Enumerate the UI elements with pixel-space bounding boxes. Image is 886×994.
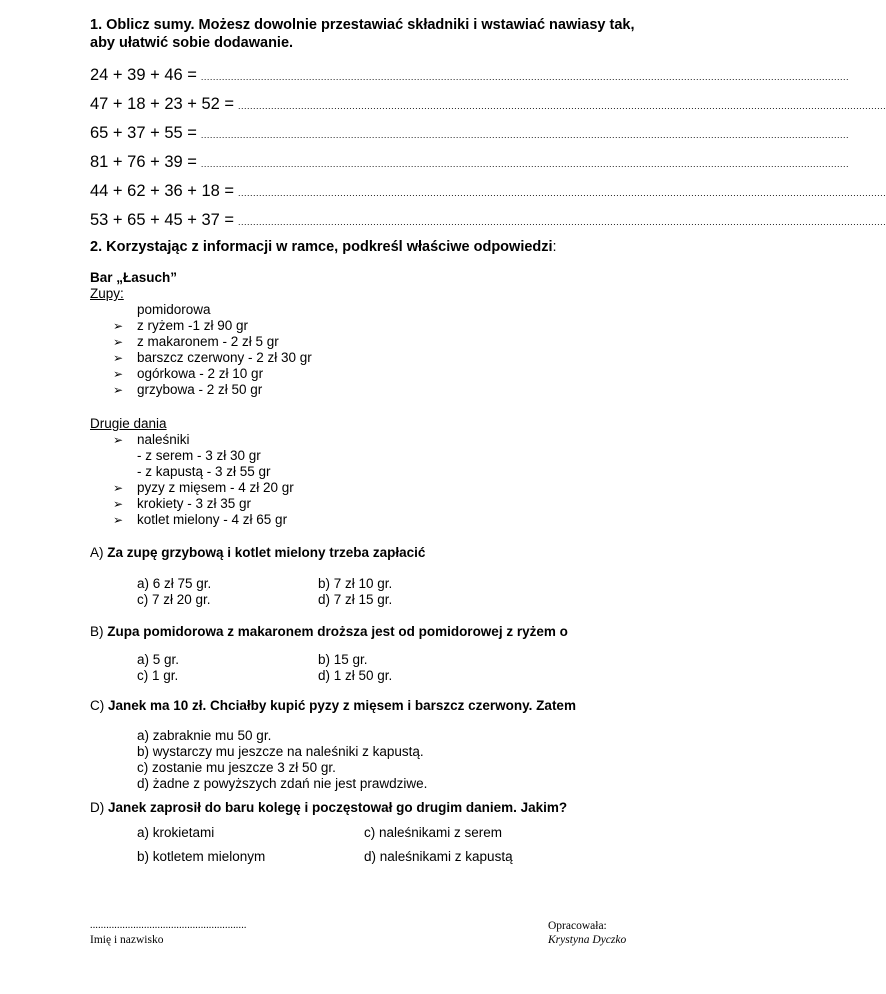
- bar-name: Bar „Łasuch”: [90, 270, 178, 285]
- arrow-bullet-icon: ➢: [113, 335, 124, 349]
- soup-item: pomidorowa: [137, 302, 211, 317]
- soups-label: Zupy:: [90, 286, 124, 301]
- arrow-bullet-icon: ➢: [113, 367, 124, 381]
- equation-row: [90, 152, 849, 174]
- equation-text: 53 + 65 + 45 + 37 =: [90, 211, 235, 229]
- equation-text: 47 + 18 + 23 + 52 =: [90, 95, 235, 113]
- equation-row: [90, 181, 886, 203]
- arrow-bullet-icon: ➢: [113, 319, 124, 333]
- soup-item: z makaronem - 2 zł 5 gr: [137, 334, 279, 349]
- arrow-bullet-icon: ➢: [113, 351, 124, 365]
- question-c-prefix: C): [90, 698, 108, 713]
- answer-b-d[interactable]: d) 1 zł 50 gr.: [318, 668, 393, 683]
- answer-a-a[interactable]: a) 6 zł 75 gr.: [137, 576, 212, 591]
- question-a: [90, 545, 425, 561]
- equation-row: [90, 94, 886, 116]
- question-d: [90, 800, 567, 816]
- question-b: [90, 624, 568, 640]
- answer-b-a[interactable]: a) 5 gr.: [137, 652, 180, 667]
- arrow-bullet-icon: ➢: [113, 513, 124, 527]
- name-label: Imię i nazwisko: [90, 934, 164, 946]
- answer-c-c[interactable]: c) zostanie mu jeszcze 3 zł 50 gr.: [137, 760, 336, 775]
- question-c-text: Janek ma 10 zł. Chciałby kupić pyzy z mięsem i barszcz czerwony. Zatem: [108, 698, 576, 713]
- main-item-croquettes: krokiety - 3 zł 35 gr: [137, 496, 252, 511]
- soup-item: grzybowa - 2 zł 50 gr: [137, 382, 263, 397]
- answer-a-b[interactable]: b) 7 zł 10 gr.: [318, 576, 393, 591]
- answer-d-b[interactable]: b) kotletem mielonym: [137, 849, 266, 864]
- task1-heading-line2: aby ułatwić sobie dodawanie.: [90, 35, 294, 51]
- main-item-pancakes-cabbage: - z kapustą - 3 zł 55 gr: [137, 464, 271, 479]
- answer-dots[interactable]: ........................................................................................................................................................................................................................: [200, 159, 849, 169]
- question-d-prefix: D): [90, 800, 108, 815]
- answer-b-c[interactable]: c) 1 gr.: [137, 668, 179, 683]
- name-dots[interactable]: ..........................................................: [90, 920, 247, 931]
- equation-text: 65 + 37 + 55 =: [90, 124, 197, 142]
- soup-item: barszcz czerwony - 2 zł 30 gr: [137, 350, 312, 365]
- question-b-text: Zupa pomidorowa z makaronem droższa jest od pomidorowej z ryżem o: [107, 624, 568, 639]
- task2-heading-text: 2. Korzystając z informacji w ramce, podkreśl właściwe odpowiedzi: [90, 239, 553, 255]
- answer-a-d[interactable]: d) 7 zł 15 gr.: [318, 592, 393, 607]
- main-item-pancakes-cheese: - z serem - 3 zł 30 gr: [137, 448, 261, 463]
- soup-item: z ryżem -1 zł 90 gr: [137, 318, 249, 333]
- arrow-bullet-icon: ➢: [113, 481, 124, 495]
- question-b-prefix: B): [90, 624, 108, 639]
- question-d-text: Janek zaprosił do baru kolegę i poczęstował go drugim daniem. Jakim?: [108, 800, 568, 815]
- answer-dots[interactable]: ........................................................................................................................................................................................................................: [200, 72, 849, 82]
- task2-heading: [90, 238, 557, 256]
- equation-row: [90, 65, 849, 87]
- task1-heading-line1: 1. Oblicz sumy. Możesz dowolnie przestawiać składniki i wstawiać nawiasy tak,: [90, 17, 635, 33]
- prepared-by-label: Opracowała:: [548, 920, 607, 932]
- answer-a-c[interactable]: c) 7 zł 20 gr.: [137, 592, 211, 607]
- equation-row: [90, 123, 849, 145]
- soup-item: ogórkowa - 2 zł 10 gr: [137, 366, 264, 381]
- equation-text: 24 + 39 + 46 =: [90, 66, 197, 84]
- main-item-pyzy: pyzy z mięsem - 4 zł 20 gr: [137, 480, 294, 495]
- answer-d-d[interactable]: d) naleśnikami z kapustą: [364, 849, 513, 864]
- author-name: Krystyna Dyczko: [548, 934, 627, 946]
- answer-c-d[interactable]: d) żadne z powyższych zdań nie jest prawdziwe.: [137, 776, 428, 791]
- answer-d-a[interactable]: a) krokietami: [137, 825, 215, 840]
- equation-text: 81 + 76 + 39 =: [90, 153, 197, 171]
- equation-row: [90, 210, 886, 232]
- answer-d-c[interactable]: c) naleśnikami z serem: [364, 825, 503, 840]
- main-item-pancakes: naleśniki: [137, 432, 190, 447]
- answer-c-a[interactable]: a) zabraknie mu 50 gr.: [137, 728, 272, 743]
- question-c: [90, 698, 576, 714]
- answer-dots[interactable]: ........................................................................................................................................................................................................................: [238, 217, 886, 227]
- answer-dots[interactable]: ........................................................................................................................................................................................................................: [238, 101, 886, 111]
- question-a-prefix: A): [90, 545, 108, 560]
- equation-text: 44 + 62 + 36 + 18 =: [90, 182, 235, 200]
- answer-dots[interactable]: ........................................................................................................................................................................................................................: [200, 130, 849, 140]
- arrow-bullet-icon: ➢: [113, 433, 124, 447]
- arrow-bullet-icon: ➢: [113, 497, 124, 511]
- mains-label: Drugie dania: [90, 416, 167, 431]
- answer-dots[interactable]: ........................................................................................................................................................................................................................: [238, 188, 886, 198]
- main-item-cutlet: kotlet mielony - 4 zł 65 gr: [137, 512, 288, 527]
- question-a-text: Za zupę grzybową i kotlet mielony trzeba zapłacić: [107, 545, 426, 560]
- answer-c-b[interactable]: b) wystarczy mu jeszcze na naleśniki z kapustą.: [137, 744, 424, 759]
- answer-b-b[interactable]: b) 15 gr.: [318, 652, 368, 667]
- task2-heading-colon: :: [552, 239, 557, 255]
- arrow-bullet-icon: ➢: [113, 383, 124, 397]
